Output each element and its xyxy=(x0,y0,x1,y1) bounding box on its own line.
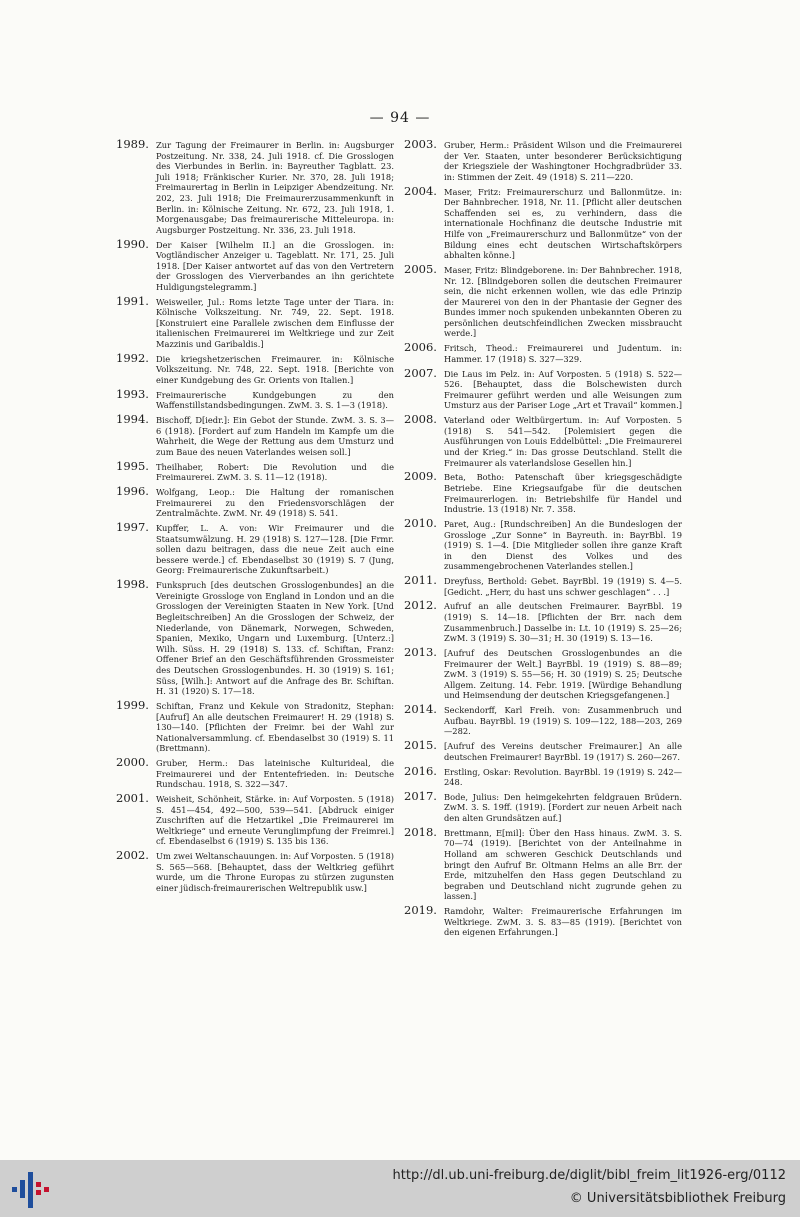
bibliography-entry xyxy=(404,261,682,339)
bibliography-entry xyxy=(116,350,394,386)
entry-number: 1991. xyxy=(116,293,149,308)
entry-text: Dreyfuss, Berthold: Gebet. BayrBbl. 19 (1919) S. 4—5. [Gedicht. „Herr, du hast uns schwer geschlagen“ . . .] xyxy=(444,576,682,597)
entry-number: 2004. xyxy=(404,183,437,198)
entry-text: Erstling, Oskar: Revolution. BayrBbl. 19 (1919) S. 242—248. xyxy=(444,766,682,788)
bibliography-entry xyxy=(404,412,682,468)
entry-text: Kupffer, L. A. von: Wir Freimaurer und die Staatsumwälzung. H. 29 (1918) S. 127—128. [Die Frmr. sollen dazu beitragen, dass die neue Zeit auch eine bessere werde.] cf. Ebendaselbst 30 (1919) S. 7 (Jung, Georg: Freimaurerische Zukunftsarbeit.) xyxy=(156,523,394,576)
entry-number: 2019. xyxy=(404,903,437,918)
entry-text: Ramdohr, Walter: Freimaurerische Erfahrungen im Weltkriege. ZwM. 3. S. 83—85 (1919). [Berichtet von den eigenen Erfahrungen.] xyxy=(444,906,682,938)
entry-number: 2000. xyxy=(116,755,149,770)
entry-number: 2018. xyxy=(404,824,437,839)
entry-number: 2005. xyxy=(404,261,437,276)
entry-text: Fritsch, Theod.: Freimaurerei und Judentum. in: Hammer. 17 (1918) S. 327—329. xyxy=(444,343,682,364)
bibliography-entry xyxy=(116,293,394,350)
bibliography-entry xyxy=(116,577,394,697)
bibliography-entry xyxy=(116,755,394,790)
entry-text: Die kriegshetzerischen Freimaurer. in: Kölnische Volkszeitung. Nr. 748, 22. Sept. 1918. [Berichte von einer Kundgebung des Gr. Orients von Italien.] xyxy=(156,353,394,386)
entry-text: Bischoff, D[iedr.]: Ein Gebot der Stunde. ZwM. 3. S. 3—6 (1918). [Fordert auf zum Handeln im Kampfe um die Wahrheit, die Wege der Rettung aus dem Umsturz und zum Baue des neuen Vaterlandes weisen soll.] xyxy=(156,415,394,457)
entry-text: Weisheit, Schönheit, Stärke. in: Auf Vorposten. 5 (1918) S. 451—454, 492—500, 539—541. [Abdruck einiger Zuschriften auf die Hetzartikel „Die Freimaurerei im Weltkriege“ und erneute Verunglimpfung der Freimrei.] cf. Ebendaselbst 6 (1919) S. 135 bis 136. xyxy=(156,794,394,847)
entry-text: Seckendorff, Karl Freih. von: Zusammenbruch und Aufbau. BayrBbl. 19 (1919) S. 109—122, 188—203, 269—282. xyxy=(444,705,682,737)
entry-number: 2017. xyxy=(404,788,437,803)
page-number: — 94 — xyxy=(369,110,431,126)
bibliography-entry xyxy=(404,702,682,737)
left-column xyxy=(116,137,394,898)
bibliography-entry xyxy=(404,365,682,411)
bibliography-entry xyxy=(116,848,394,894)
entry-number: 1999. xyxy=(116,697,149,712)
entry-number: 2003. xyxy=(404,137,437,151)
entry-text: Zur Tagung der Freimaurer in Berlin. in: Augsburger Postzeitung. Nr. 338, 24. Juli 1918. cf. Die Grosslogen des Vierbundes in Berlin. in: Bayreuther Tagblatt. 23. Juli 1918; Fränkischer Kurier. Nr. 370, 28. Juli 1918; Freimaurertag in Berlin in Leipziger Abendzeitung. Nr. 202, 23. Juli 1918; Die Freimaurerzusammenkunft in Berlin. in: Kölnische Zeitung. Nr. 672, 23. Juli 1918, 1. Morgenausgabe; Das freimaurerische Mitteleuropa. in: Augsburger Postzeitung. Nr. 336, 23. Juli 1918. xyxy=(156,140,394,235)
bibliography-entry xyxy=(116,386,394,411)
copyright-notice: © Universitätsbibliothek Freiburg xyxy=(569,1191,786,1206)
entry-text: Die Laus im Pelz. in: Auf Vorposten. 5 (1918) S. 522—526. [Behauptet, dass die Bolschewisten durch Freimaurer geführt werden und alle Weisungen zum Umsturz aus der Pariser Loge „Art et Travail“ kommen.] xyxy=(444,368,682,411)
entry-text: Funkspruch [des deutschen Grosslogenbundes] an die Vereinigte Grossloge von England in London und an die Grosslogen der Vereinigten Staaten in New York. [Und Begleitschreiben] An die Grosslogen der Schweiz, der Niederlande, von Dänemark, Norwegen, Schweden, Spanien, Mexiko, Ungarn und Luxemburg. [Unterz.:] Wilh. Süss. H. 29 (1918) S. 133. cf. Schiftan, Franz: Offener Brief an den Geschäftsführenden Grossmeister des Deutschen Grosslogenbundes. H. 30 (1919) S. 161; Süss, [Wilh.]: Antwort auf die Anfrage des Br. Schiftan. H. 31 (1920) S. 17—18. xyxy=(156,580,394,697)
entry-number: 2006. xyxy=(404,340,437,355)
entry-number: 2002. xyxy=(116,848,149,863)
entry-number: 2001. xyxy=(116,791,149,806)
entry-number: 1989. xyxy=(116,137,149,151)
entry-number: 1990. xyxy=(116,236,149,251)
entry-text: Aufruf an alle deutschen Freimaurer. BayrBbl. 19 (1919) S. 14—18. [Pflichten der Brr. nach dem Zusammenbruch.] Dasselbe in: Lt. 10 (1919) S. 25—26; ZwM. 3 (1919) S. 30—31; H. 30 (1919) S. 13—16. xyxy=(444,601,682,644)
bibliography-entry xyxy=(116,137,394,235)
entry-text: Beta, Botho: Patenschaft über kriegsgeschädigte Betriebe. Eine Kriegsaufgabe für die deutschen Freimaurerlogen. in: Betriebshilfe für Handel und Industrie. 13 (1918) Nr. 7. 358. xyxy=(444,472,682,515)
entry-number: 1995. xyxy=(116,458,149,473)
ub-freiburg-logo-icon xyxy=(10,1170,54,1210)
entry-text: Maser, Fritz: Freimaurerschurz und Ballonmütze. in: Der Bahnbrecher. 1918, Nr. 11. [Pflicht aller deutschen Schaffenden sei es, zu verhindern, dass die internationale Hochfinanz die deutsche Industrie mit Hilfe von „Freimaurerschurz und Ballonmütze“ von der Bildung eines echt deutschen Wirtschaftskörpers abhalten könne.] xyxy=(444,186,682,261)
entry-text: Vaterland oder Weltbürgertum. in: Auf Vorposten. 5 (1918) S. 541—542. [Polemisiert gegen die Ausführungen von Louis Eddelbüttel: „Die Freimaurerei und der Krieg.“ in: Das grosse Deutschland. Stellt die Freimaurer als vaterlandslose Gesellen hin.] xyxy=(444,415,682,468)
bibliography-entry xyxy=(116,791,394,847)
entry-number: 2011. xyxy=(404,573,437,588)
bibliography-entry xyxy=(116,236,394,293)
bibliography-entry xyxy=(404,137,682,182)
entry-text: [Aufruf des Vereins deutscher Freimaurer.] An alle deutschen Freimaurer! BayrBbl. 19 (1917) S. 260—267. xyxy=(444,741,682,762)
bibliography-entry xyxy=(404,903,682,938)
bibliography-entry xyxy=(116,484,394,519)
entry-number: 2013. xyxy=(404,645,437,659)
right-column xyxy=(404,137,682,942)
bibliography-entry xyxy=(116,697,394,754)
entry-number: 1994. xyxy=(116,412,149,427)
entry-number: 2010. xyxy=(404,515,437,530)
entry-text: Wolfgang, Leop.: Die Haltung der romanischen Freimaurerei zu den Friedensvorschlägen der Zentralmächte. ZwM. Nr. 49 (1918) S. 541. xyxy=(156,487,394,519)
entry-number: 1997. xyxy=(116,520,149,535)
bibliography-entry xyxy=(404,469,682,515)
entry-text: Um zwei Weltanschauungen. in: Auf Vorposten. 5 (1918) S. 565—568. [Behauptet, dass der Weltkrieg geführt wurde, um die Throne Europas zu stürzen zugunsten einer jüdisch-freimaurerischen Weltrepublik usw.] xyxy=(156,851,394,894)
bibliography-entry xyxy=(404,598,682,644)
entry-number: 1996. xyxy=(116,484,149,499)
bibliography-entry xyxy=(404,183,682,261)
bibliography-entry xyxy=(116,520,394,576)
entry-number: 2008. xyxy=(404,412,437,427)
source-url-link[interactable]: http://dl.ub.uni-freiburg.de/diglit/bibl_freim_lit1926-erg/0112 xyxy=(392,1168,786,1183)
entry-text: Weisweiler, Jul.: Roms letzte Tage unter der Tiara. in: Kölnische Volkszeitung. Nr. 749, 22. Sept. 1918. [Konstruiert eine Parallele zwischen dem Einflusse der italienischen Freimaurerei im Weltkriege und zur Zeit Mazzinis und Garibaldis.] xyxy=(156,296,394,350)
entry-number: 2016. xyxy=(404,763,437,778)
bibliography-entry xyxy=(404,515,682,572)
bibliography-entry xyxy=(404,788,682,824)
entry-number: 2007. xyxy=(404,365,437,380)
entry-text: Theilhaber, Robert: Die Revolution und die Freimaurerei. ZwM. 3. S. 11—12 (1918). xyxy=(156,461,394,483)
entry-text: [Aufruf des Deutschen Grosslogenbundes an die Freimaurer der Welt.] BayrBbl. 19 (1919) S. 88—89; ZwM. 3 (1919) S. 55—56; H. 30 (1919) S. 25; Deutsche Allgem. Zeitung. 14. Febr. 1919. [Würdige Behandlung und Heimsendung der deutschen Kriegsgefangenen.] xyxy=(444,648,682,701)
bibliography-entry xyxy=(116,458,394,483)
entry-text: Freimaurerische Kundgebungen zu den Waffenstillstandsbedingungen. ZwM. 3. S. 1—3 (1918). xyxy=(156,389,394,411)
entry-number: 1992. xyxy=(116,350,149,365)
entry-number: 2012. xyxy=(404,598,437,613)
bibliography-entry xyxy=(404,763,682,788)
entry-text: Schiftan, Franz und Kekule von Stradonitz, Stephan: [Aufruf] An alle deutschen Freimaurer! H. 29 (1918) S. 130—140. [Pflichten der Freimr. bei der Wahl zur Nationalversammlung. cf. Ebendaselbst 30 (1919) S. 11 (Brettmann). xyxy=(156,700,394,754)
entry-number: 2014. xyxy=(404,702,437,717)
entry-text: Der Kaiser [Wilhelm II.] an die Grosslogen. in: Vogtländischer Anzeiger u. Tageblatt. Nr. 171, 25. Juli 1918. [Der Kaiser antwortet auf das von den Vertretern der Grosslogen des Vierverbandes an ihn gerichtete Huldigungstelegramm.] xyxy=(156,239,394,292)
entry-text: Brettmann, E[mil]: Über den Hass hinaus. ZwM. 3. S. 70—74 (1919). [Berichtet von der Anteilnahme in Holland am schweren Geschick Deutschlands und bringt den Aufruf Br. Oltmann Helms an alle Brr. der Erde, mitzuhelfen den Hass gegen Deutschland zu begraben und Deutschland nicht zugrunde gehen zu lassen.] xyxy=(444,827,682,902)
entry-text: Maser, Fritz: Blindgeborene. in: Der Bahnbrecher. 1918, Nr. 12. [Blindgeboren sollen die deutschen Freimaurer sein, die nicht erkennen wollen, wie das edle Prinzip der Maurerei von den in der Phantasie der Gegner des Bundes immer noch spukenden unbekannten Oberen zu persönlichen deutschfeindlichen Zwecken missbraucht werde.] xyxy=(444,264,682,339)
entry-text: Bode, Julius: Den heimgekehrten feldgrauen Brüdern. ZwM. 3. S. 19ff. (1919). [Fordert zur neuen Arbeit nach den alten Grundsätzen auf.] xyxy=(444,791,682,824)
entry-number: 1998. xyxy=(116,577,149,592)
bibliography-entry xyxy=(404,573,682,597)
entry-text: Gruber, Herm.: Das lateinische Kulturideal, die Freimaurerei und der Ententefrieden. in: Deutsche Rundschau. 1918, S. 322—347. xyxy=(156,758,394,790)
bibliography-entry xyxy=(404,645,682,701)
entry-number: 2009. xyxy=(404,469,437,484)
bibliography-entry xyxy=(404,824,682,902)
footer-bar xyxy=(0,1160,800,1217)
entry-number: 1993. xyxy=(116,386,149,401)
bibliography-entry xyxy=(404,738,682,762)
bibliography-entry xyxy=(404,340,682,364)
bibliography-entry xyxy=(116,412,394,457)
entry-text: Paret, Aug.: [Rundschreiben] An die Bundeslogen der Grossloge „Zur Sonne“ in Bayreuth. in: BayrBbl. 19 (1919) S. 1—4. [Die Mitglieder sollen ihre ganze Kraft in den Dienst des Volkes und des zusammengebrochenen Vaterlandes stellen.] xyxy=(444,518,682,572)
entry-number: 2015. xyxy=(404,738,437,753)
entry-text: Gruber, Herm.: Präsident Wilson und die Freimaurerei der Ver. Staaten, unter besonderer Berücksichtigung der Kriegsziele der Washingtoner Hochgradbrüder 33. in: Stimmen der Zeit. 49 (1918) S. 211—220. xyxy=(444,140,682,182)
